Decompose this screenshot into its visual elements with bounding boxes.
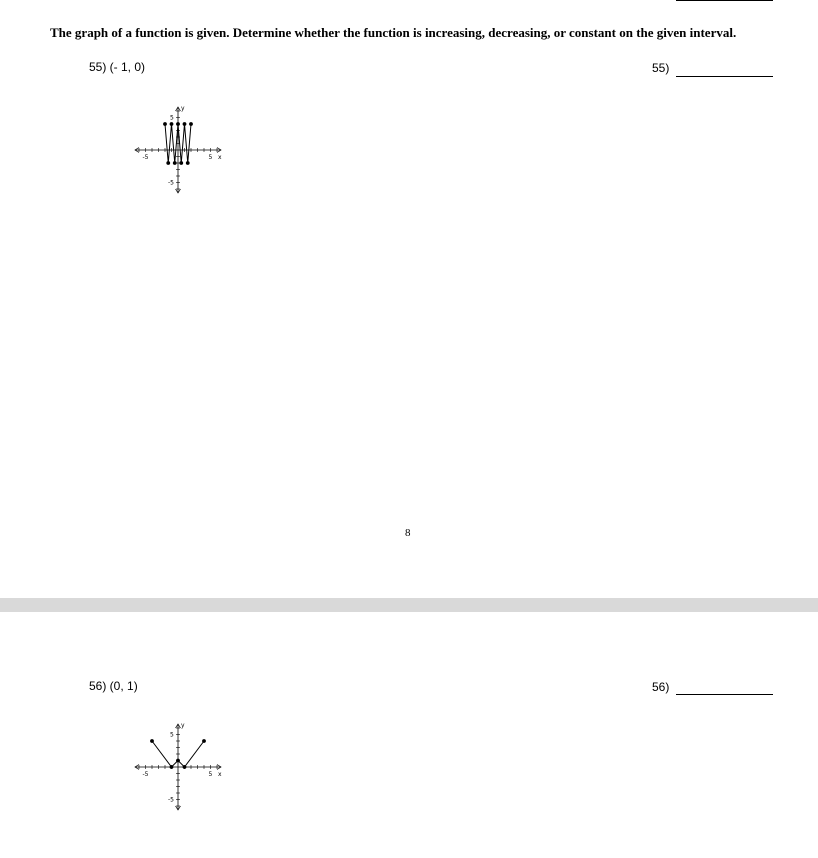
graph-point <box>183 765 187 769</box>
graph-point <box>150 739 154 743</box>
graph-point <box>163 122 167 126</box>
page-2 <box>0 612 818 858</box>
y-tick-label-pos: 5 <box>170 114 174 122</box>
y-axis-label: y <box>181 722 185 729</box>
question-56-graph <box>100 692 260 842</box>
axes <box>135 722 222 810</box>
graph-point <box>189 122 193 126</box>
x-tick-label-pos: 5 <box>208 154 213 161</box>
graph-point <box>170 122 174 126</box>
page-number: 8 <box>405 527 411 539</box>
graph-point <box>176 759 180 763</box>
answer-56-number: 56) <box>652 680 670 694</box>
x-tick-label-neg: -5 <box>142 154 149 161</box>
graph-point <box>179 161 183 165</box>
x-axis-label: x <box>218 771 222 778</box>
answer-56-line[interactable] <box>676 694 773 695</box>
graph-point <box>183 122 187 126</box>
graph-point <box>170 765 174 769</box>
y-tick-label-neg: -5 <box>168 179 174 187</box>
answer-55-number: 55) <box>652 61 670 75</box>
question-55-label: 55) (- 1, 0) <box>89 60 146 74</box>
x-tick-label-pos: 5 <box>208 771 213 778</box>
graph-point <box>166 161 170 165</box>
question-56-label: 56) (0, 1) <box>89 679 138 693</box>
graph-point <box>176 122 180 126</box>
y-tick-label-pos: 5 <box>170 731 174 739</box>
x-axis-label: x <box>218 154 222 161</box>
axes <box>135 105 222 193</box>
y-tick-label-neg: -5 <box>168 796 174 804</box>
x-tick-label-neg: -5 <box>142 771 149 778</box>
question-55-graph <box>100 75 260 225</box>
graph-point <box>173 161 177 165</box>
answer-55-line[interactable] <box>676 76 773 77</box>
graph-point <box>186 161 190 165</box>
graph-point <box>202 739 206 743</box>
answer-line-previous <box>676 0 773 1</box>
instructions: The graph of a function is given. Determine whether the function is increasing, decreasing, or constant on the given interval. <box>50 25 737 40</box>
y-axis-label: y <box>181 105 185 112</box>
